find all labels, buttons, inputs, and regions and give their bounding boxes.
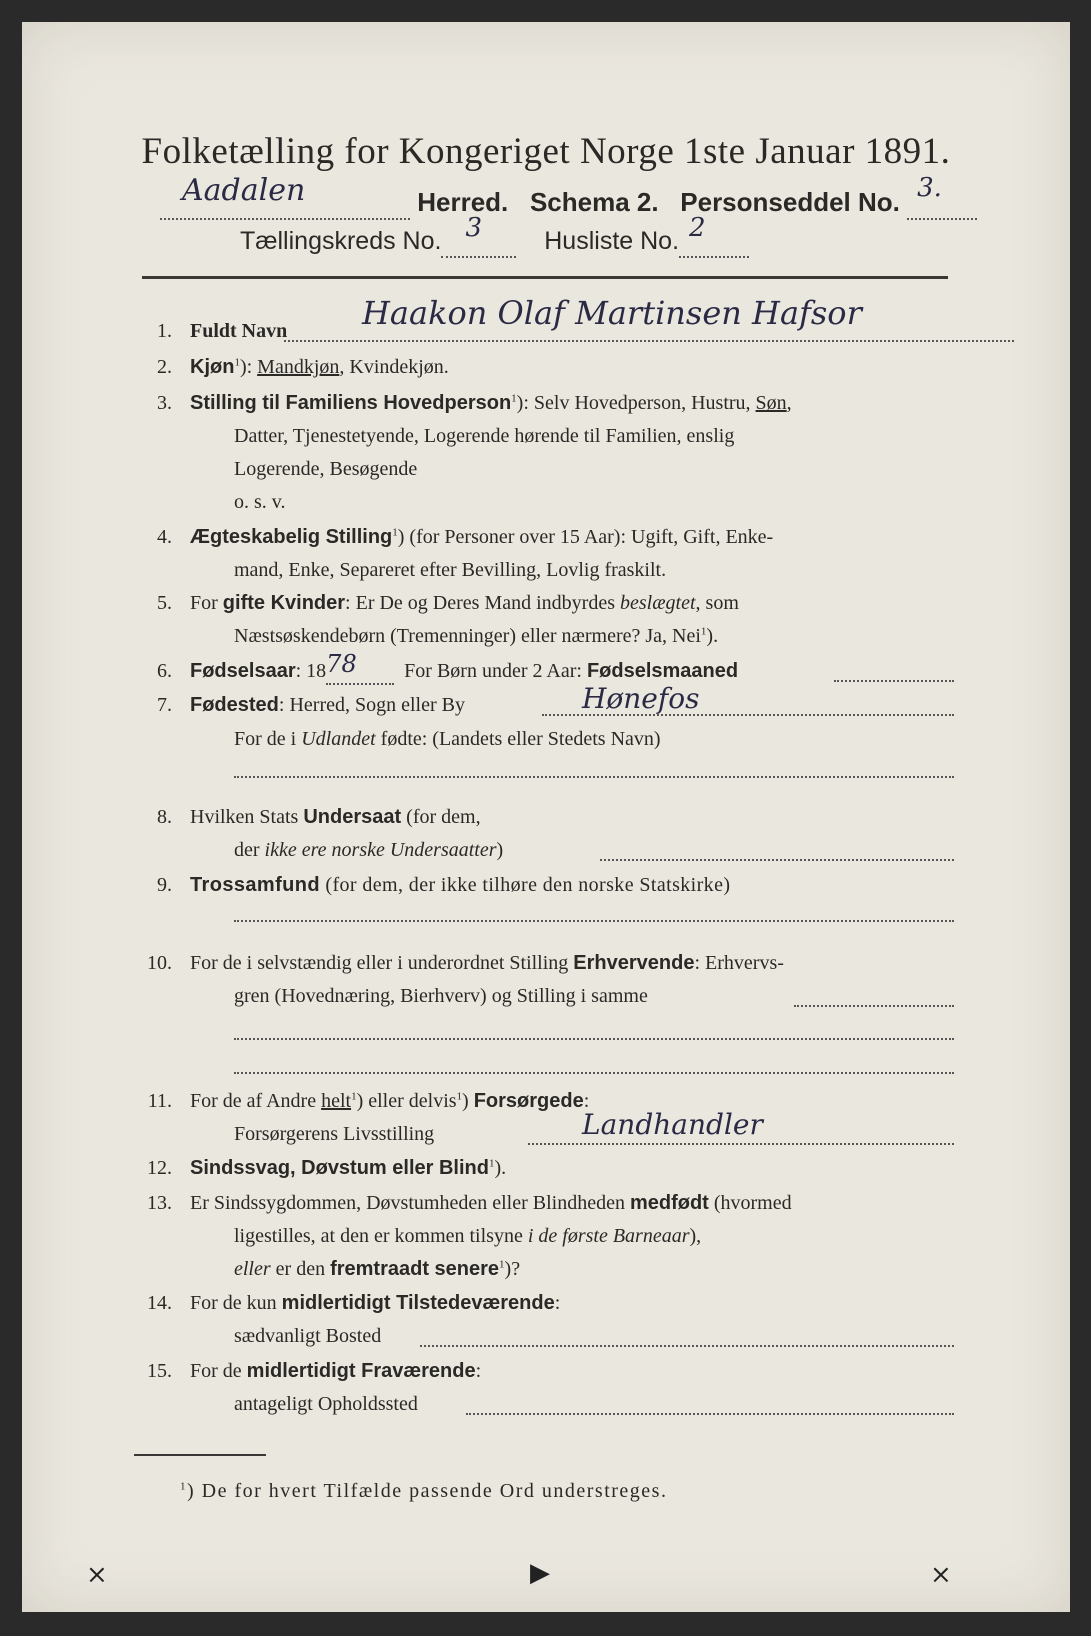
q5-sup: 1 [700, 625, 707, 638]
q4-sup: 1 [392, 526, 398, 539]
q4-line2: mand, Enke, Separeret efter Bevilling, Lovlig fraskilt. [234, 559, 667, 581]
q8-line2-italic: ikke ere norske Undersaatter [264, 839, 497, 861]
q10-answer-line1 [794, 1005, 954, 1007]
q9-answer-line [234, 920, 954, 922]
q3-line1 [190, 392, 792, 415]
q14-label: midlertidigt Tilstedeværende [281, 1292, 555, 1314]
q8-text-a: Hvilken Stats [190, 806, 304, 828]
q13-label2: fremtraadt senere [330, 1258, 500, 1280]
q4-number: 4. [157, 526, 172, 548]
q8-number: 8. [157, 806, 172, 828]
q6-number: 6. [157, 660, 172, 682]
q1-label: Fuldt Navn [190, 320, 288, 342]
q10-answer-line2 [234, 1038, 954, 1040]
q13-line3 [234, 1258, 520, 1281]
q7-line1 [190, 694, 465, 717]
q7-line2-italic: Udlandet [301, 728, 376, 750]
q2-text-b: , Kvindekjøn. [339, 356, 449, 378]
q7-number: 7. [157, 694, 172, 716]
q15-text-a: For de [190, 1360, 247, 1382]
husliste-field [679, 213, 749, 258]
herred-field [160, 173, 410, 220]
q11-sup2: 1 [456, 1090, 463, 1103]
q14-text-a: For de kun [190, 1292, 282, 1314]
q2-sup: 1 [234, 356, 240, 369]
footnote [180, 1480, 667, 1503]
q9-label: Trossamfund [190, 874, 320, 896]
census-form-page [22, 22, 1070, 1612]
q13-line1 [190, 1192, 792, 1215]
q2-number: 2. [157, 356, 172, 378]
q3-text-a: ): Selv Hovedperson, Hustru, [516, 392, 756, 414]
q3-sup: 1 [511, 392, 517, 405]
q8-label: Undersaat [303, 806, 402, 828]
q11-text-b: ) eller delvis [356, 1090, 457, 1112]
q11-line1 [190, 1090, 589, 1113]
q13-text-a: Er Sindssygdommen, Døvstumheden eller Blindheden [190, 1192, 630, 1214]
q8-line2-b: ) [496, 839, 504, 861]
corner-mark-right: ⨯ [930, 1560, 952, 1590]
q1-number: 1. [157, 320, 172, 342]
taellingskreds-field [441, 213, 516, 258]
schema-label: Schema 2. [529, 187, 659, 217]
q5-line2-text: Næstsøskendebørn (Tremenninger) eller nærmere? Ja, Nei [234, 625, 701, 647]
q13-line2 [234, 1225, 701, 1248]
q7-line2-a: For de i [234, 728, 302, 750]
q8-text-b: (for dem, [401, 806, 481, 828]
q10-label: Erhvervende [573, 952, 695, 974]
q6-text-a: : 18 [295, 660, 327, 682]
q15-number: 15. [147, 1360, 172, 1382]
taellingskreds-value: 3 [465, 213, 482, 243]
q3-label: Stilling til Familiens Hovedperson [190, 392, 512, 414]
q12-label: Sindssvag, Døvstum eller Blind [190, 1157, 489, 1179]
q4-text-a: ) (for Personer over 15 Aar): Ugift, Gift, Enke- [397, 526, 774, 548]
q7-birthplace-value: Hønefos [582, 682, 700, 715]
q6-year-field [326, 650, 394, 685]
header-row-kreds [240, 213, 749, 258]
q11-text-a: For de af Andre [190, 1090, 322, 1112]
q11-label: Forsørgede [473, 1090, 584, 1112]
q7-text-a: : Herred, Sogn eller By [278, 694, 465, 716]
q4-line1 [190, 526, 773, 549]
q13-number: 13. [147, 1192, 172, 1214]
q1-answer-line [284, 340, 1014, 342]
q3-line2: Datter, Tjenestetyende, Logerende hørende til Familien, enslig [234, 425, 735, 447]
q2-text [190, 356, 449, 379]
q5-line1 [190, 592, 739, 615]
q3-option-son: Søn [755, 392, 787, 414]
q3-text-b: , [786, 392, 792, 414]
q14-answer-line [420, 1345, 954, 1347]
taellingskreds-label: Tællingskreds No. [240, 227, 442, 255]
q11-number: 11. [147, 1090, 172, 1112]
q3-line4: o. s. v. [234, 491, 286, 513]
q8-line2 [234, 839, 503, 862]
q12-number: 12. [147, 1157, 172, 1179]
q11-answer-line [528, 1143, 954, 1145]
q14-number: 14. [147, 1292, 172, 1314]
q2-label: Kjøn [190, 356, 235, 378]
q10-line1 [190, 952, 784, 975]
q13-line3-italic: eller [234, 1258, 271, 1280]
q5-pre: For [190, 592, 223, 614]
q2-option-mandkjon: Mandkjøn [257, 356, 340, 378]
personseddel-label: Personseddel No. [680, 187, 900, 217]
q12-sup: 1 [488, 1157, 495, 1170]
q4-label: Ægteskabelig Stilling [190, 526, 393, 548]
q13-line2-a: ligestilles, at den er kommen tilsyne [234, 1225, 528, 1247]
q8-answer-line [600, 859, 954, 861]
q7-line2 [234, 728, 661, 751]
corner-mark-left: ⨯ [86, 1560, 108, 1590]
q11-text-d: : [583, 1090, 590, 1112]
q11-text-c: ) [462, 1090, 474, 1112]
footnote-text: ) De for hvert Tilfælde passende Ord understreges. [187, 1480, 668, 1502]
header-divider [142, 276, 948, 279]
q3-number: 3. [157, 392, 172, 414]
q7-label: Fødested [190, 694, 279, 716]
q14-line1 [190, 1292, 560, 1315]
q12-line [190, 1157, 506, 1180]
q2-text-a: ): [239, 356, 258, 378]
q11-sup: 1 [351, 1090, 357, 1103]
q15-answer-line [466, 1413, 954, 1415]
q9-text-a: (for dem, der ikke tilhøre den norske Statskirke) [319, 874, 731, 896]
q5-text-b: , som [695, 592, 739, 614]
q3-line3: Logerende, Besøgende [234, 458, 418, 480]
q6-birth-year-value: 78 [326, 650, 357, 678]
q6-label: Fødselsaar [190, 660, 296, 682]
q13-line3-b: )? [504, 1258, 521, 1280]
header-row-herred [160, 173, 977, 220]
q6-label2: Fødselsmaaned [586, 660, 739, 682]
q10-text-b: : Erhvervs- [694, 952, 784, 974]
personseddel-value: 3. [917, 173, 942, 203]
herred-label: Herred. [417, 187, 509, 217]
q13-sup: 1 [499, 1258, 505, 1271]
herred-value: Aadalen [182, 173, 306, 208]
q10-number: 10. [147, 952, 172, 974]
q11-occupation-value: Landhandler [582, 1108, 763, 1141]
footnote-sup: 1 [180, 1480, 187, 1493]
q8-line2-a: der [234, 839, 265, 861]
center-mark: ▶ [530, 1558, 550, 1588]
q6-month-line [834, 680, 954, 682]
q15-line2: antageligt Opholdssted [234, 1393, 418, 1415]
husliste-value: 2 [689, 213, 706, 243]
q13-line2-italic: i de første Barneaar [527, 1225, 690, 1247]
q5-italic: beslægtet [619, 592, 696, 614]
q5-end: ). [706, 625, 719, 647]
q10-line2: gren (Hovednæring, Bierhverv) og Stilling i samme [234, 985, 648, 1007]
q15-line1 [190, 1360, 481, 1383]
q6-text-b: For Børn under 2 Aar: [404, 660, 587, 682]
q10-answer-line3 [234, 1072, 954, 1074]
q5-line2 [234, 625, 718, 648]
q12-end: ). [494, 1157, 507, 1179]
q11-line2: Forsørgerens Livsstilling [234, 1123, 435, 1145]
q9-line [190, 874, 730, 897]
q13-line2-b: ), [689, 1225, 702, 1247]
q10-text-a: For de i selvstændig eller i underordnet Stilling [190, 952, 574, 974]
husliste-label: Husliste No. [544, 227, 680, 255]
q11-option-helt: helt [321, 1090, 352, 1112]
q7-foreign-line [234, 776, 954, 778]
personseddel-field [907, 173, 977, 220]
q5-text-a: : Er De og Deres Mand indbyrdes [345, 592, 620, 614]
q1-full-name-value: Haakon Olaf Martinsen Hafsor [362, 294, 862, 332]
footnote-divider [134, 1454, 266, 1456]
q14-text-b: : [554, 1292, 561, 1314]
q13-label: medfødt [629, 1192, 709, 1214]
q9-number: 9. [157, 874, 172, 896]
q5-label: gifte Kvinder [222, 592, 346, 614]
form-title: Folketælling for Kongeriget Norge 1ste Januar 1891. [141, 131, 951, 172]
q5-number: 5. [157, 592, 172, 614]
q7-line2-b: fødte: (Landets eller Stedets Navn) [375, 728, 661, 750]
q15-text-b: : [475, 1360, 482, 1382]
q8-line1 [190, 806, 481, 829]
q14-line2: sædvanligt Bosted [234, 1325, 382, 1347]
q13-text-b: (hvormed [708, 1192, 792, 1214]
q13-line3-a: er den [270, 1258, 331, 1280]
q15-label: midlertidigt Fraværende [246, 1360, 476, 1382]
